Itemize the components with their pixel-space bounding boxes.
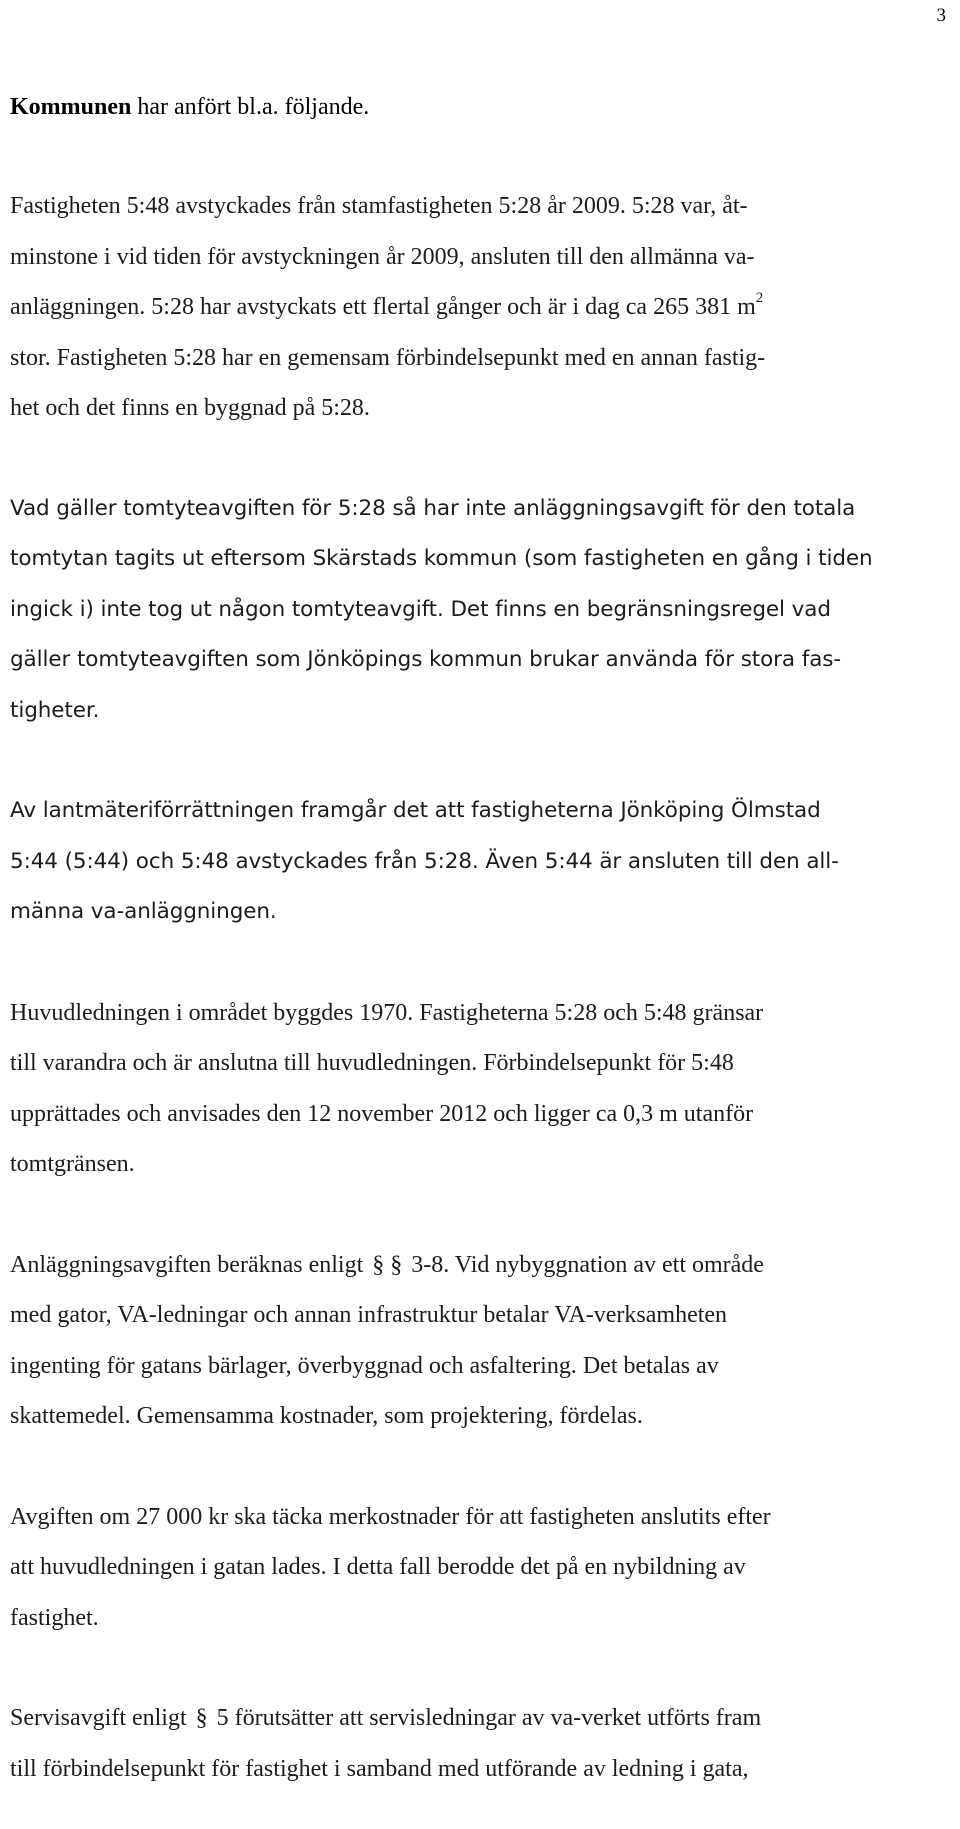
p1-line-1: Fastigheten 5:48 avstyckades från stamfastigheten 5:28 år 2009. 5:28 var, åt- bbox=[10, 193, 748, 219]
paragraph-6 bbox=[10, 1492, 955, 1644]
p3-line-1: Av lantmäteriförrättningen framgår det att fastigheterna Jönköping Ölmstad bbox=[10, 798, 821, 823]
p1-superscript: 2 bbox=[755, 290, 764, 306]
p5-line-1b: 3-8. Vid nybyggnation av ett område bbox=[411, 1251, 764, 1278]
p6-line-3: fastighet. bbox=[10, 1604, 99, 1631]
p6-line-2: att huvudledningen i gatan lades. I detta fall berodde det på en nybildning av bbox=[10, 1554, 746, 1580]
section-sign: § bbox=[372, 1251, 385, 1278]
section-sign: § bbox=[390, 1251, 403, 1278]
intro-bold-subject: Kommunen bbox=[10, 94, 132, 120]
p2-line-2: tomtytan tagits ut eftersom Skärstads kommun (som fastigheten en gång i tiden bbox=[10, 546, 873, 571]
p1-line-2: minstone i vid tiden för avstyckningen år 2009, ansluten till den allmänna va- bbox=[10, 243, 755, 270]
document-body bbox=[10, 82, 955, 1794]
p2-line-4: gäller tomtyteavgiften som Jönköpings kommun brukar använda för stora fas- bbox=[10, 647, 842, 672]
p1-line-4: stor. Fastigheten 5:28 har en gemensam förbindelsepunkt med en annan fastig- bbox=[10, 344, 766, 371]
p7-line-1b: 5 förutsätter att servisledningar av va-verket utförts fram bbox=[216, 1705, 762, 1731]
section-sign: § bbox=[195, 1705, 208, 1731]
p2-line-1: Vad gäller tomtyteavgiften för 5:28 så har inte anläggningsavgift för den totala bbox=[10, 495, 856, 521]
intro-line bbox=[10, 82, 955, 132]
p7-line-2: till förbindelsepunkt för fastighet i samband med utförande av ledning i gata, bbox=[10, 1755, 749, 1782]
p3-line-2: 5:44 (5:44) och 5:48 avstyckades från 5:28. Även 5:44 är ansluten till den all- bbox=[10, 848, 839, 874]
p6-line-1: Avgiften om 27 000 kr ska täcka merkostnader för att fastigheten anslutits efter bbox=[10, 1503, 771, 1530]
p1-line-5: het och det finns en byggnad på 5:28. bbox=[10, 395, 370, 421]
p4-line-1: Huvudledningen i området byggdes 1970. Fastigheterna 5:28 och 5:48 gränsar bbox=[10, 999, 764, 1026]
p5-line-4: skattemedel. Gemensamma kostnader, som projektering, fördelas. bbox=[10, 1403, 643, 1429]
paragraph-2 bbox=[10, 484, 955, 737]
p5-line-1a: Anläggningsavgiften beräknas enligt bbox=[10, 1251, 364, 1278]
p3-line-3: männa va-anläggningen. bbox=[10, 899, 277, 924]
page-number: 3 bbox=[936, 5, 946, 26]
paragraph-5 bbox=[10, 1240, 955, 1442]
p5-line-3: ingenting för gatans bärlager, överbyggnad och asfaltering. Det betalas av bbox=[10, 1352, 719, 1379]
p4-line-3: upprättades och anvisades den 12 november 2012 och ligger ca 0,3 m utanför bbox=[10, 1100, 754, 1127]
p7-line-1a: Servisavgift enligt bbox=[10, 1705, 187, 1731]
p2-line-3: ingick i) inte tog ut någon tomtyteavgift. Det finns en begränsningsregel vad bbox=[10, 596, 831, 622]
paragraph-7 bbox=[10, 1693, 955, 1794]
p5-line-2: med gator, VA-ledningar och annan infrastruktur betalar VA-verksamheten bbox=[10, 1302, 728, 1328]
p4-line-2: till varandra och är anslutna till huvudledningen. Förbindelsepunkt för 5:48 bbox=[10, 1050, 734, 1076]
p2-line-5: tigheter. bbox=[10, 697, 100, 723]
paragraph-4 bbox=[10, 988, 955, 1190]
p1-line-3: anläggningen. 5:28 har avstyckats ett flertal gånger och är i dag ca 265 381 m bbox=[10, 294, 756, 320]
intro-rest: har anfört bl.a. följande. bbox=[131, 94, 370, 120]
paragraph-3 bbox=[10, 786, 955, 938]
p4-line-4: tomtgränsen. bbox=[10, 1151, 135, 1177]
paragraph-1 bbox=[10, 181, 955, 434]
